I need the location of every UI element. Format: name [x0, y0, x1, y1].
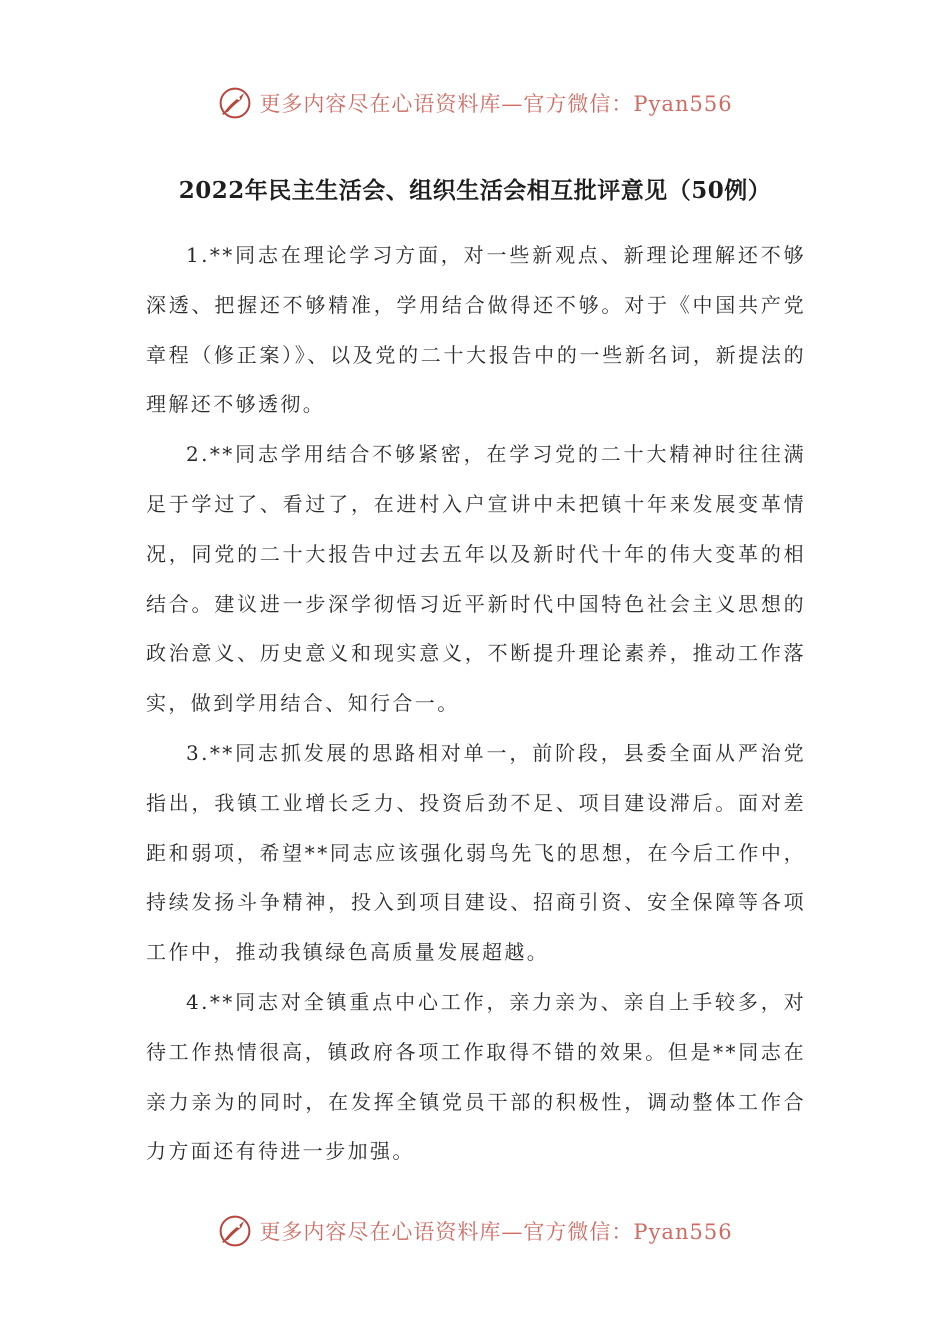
paragraph-2: 2.**同志学用结合不够紧密，在学习党的二十大精神时往往满足于学过了、看过了，在进村入户宣讲中未把镇十年来发展变革情况，同党的二十大报告中过去五年以及新时代十年的伟大变革的相结合。建议进一步深学彻悟习近平新时代中国特色社会主义思想的政治意义、历史意义和现实意义，不断提升理论素养，推动工作落实，做到学用结合、知行合一。 — [146, 442, 806, 716]
document-title: 2022年民主生活会、组织生活会相互批评意见（50例） — [178, 177, 772, 204]
document-body — [146, 231, 806, 1177]
footer-banner-text: 更多内容尽在心语资料库—官方微信：Pyan556 — [259, 1220, 733, 1244]
header-banner — [0, 83, 950, 123]
paragraph-3: 3.**同志抓发展的思路相对单一，前阶段，县委全面从严治党指出，我镇工业增长乏力、投资后劲不足、项目建设滞后。面对差距和弱项，希望**同志应该强化弱鸟先飞的思想，在今后工作中，持续发扬斗争精神，投入到项目建设、招商引资、安全保障等各项工作中，推动我镇绿色高质量发展超越。 — [146, 740, 806, 965]
pen-nib-logo-icon — [217, 85, 253, 121]
pen-nib-logo-icon — [217, 1213, 253, 1249]
paragraph-4: 4.**同志对全镇重点中心工作，亲力亲为、亲自上手较多，对待工作热情很高，镇政府各项工作取得不错的效果。但是**同志在亲力亲为的同时，在发挥全镇党员干部的积极性，调动整体工作合力方面还有待进一步加强。 — [146, 989, 806, 1164]
paragraph-1: 1.**同志在理论学习方面，对一些新观点、新理论理解还不够深透、把握还不够精准，学用结合做得还不够。对于《中国共产党章程（修正案）》、以及党的二十大报告中的一些新名词，新提法的理解还不够透彻。 — [146, 243, 806, 417]
footer-banner — [0, 1211, 950, 1251]
header-banner-text: 更多内容尽在心语资料库—官方微信：Pyan556 — [259, 92, 733, 116]
